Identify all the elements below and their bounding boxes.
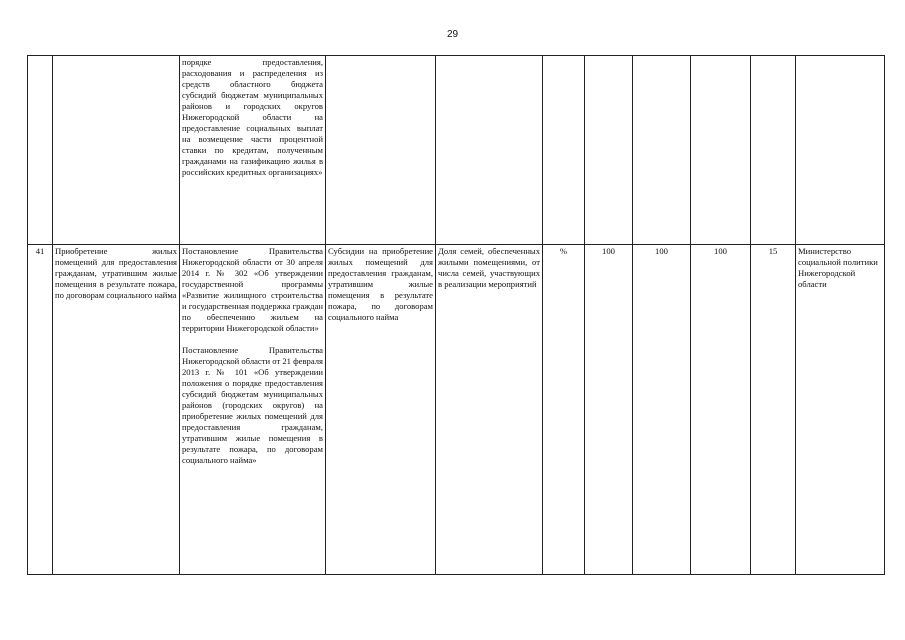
cell-executor	[796, 56, 885, 245]
row-number: 41	[28, 245, 53, 575]
measure-name: Приобретение жилых помещений для предоставления гражданам, утратившим жилые помещения в результате пожара, по договорам социального найма	[53, 245, 180, 575]
program-table	[27, 55, 885, 575]
cell-measure	[53, 56, 180, 245]
support-type: Субсидии на приобретение жилых помещений для предоставления гражданам, утратившим жилые помещения в результате пожара, по договорам социального найма	[326, 245, 436, 575]
indicator: Доля семей, обеспеченных жилыми помещениями, от числа семей, участвующих в реализации мероприятий	[436, 245, 543, 575]
value-1: 100	[585, 245, 633, 575]
table-row-41	[28, 245, 885, 575]
cell-value-1	[585, 56, 633, 245]
cell-support-type	[326, 56, 436, 245]
cell-unit	[543, 56, 585, 245]
cell-indicator	[436, 56, 543, 245]
page-number: 29	[446, 29, 459, 40]
document-text: порядке предоставления, расходования и распределения из средств областного бюджета субсидий бюджетам муниципальных районов и городских округов Нижегородской области на предоставление социальных выплат на возмещение части процентной ставки по кредитам, полученным гражданами на газификацию жилья в российских кредитных организациях»	[182, 57, 323, 177]
value-4: 15	[751, 245, 796, 575]
value-2: 100	[633, 245, 691, 575]
cell-value-3	[691, 56, 751, 245]
cell-document	[180, 56, 326, 245]
cell-number	[28, 56, 53, 245]
document-2: Постановление Правительства Нижегородской области от 21 февраля 2013 г. № 101 «Об утверждении положения о порядке предоставления субсидий бюджетам муниципальных районов (городских округов) на приобретение жилых помещений для предоставления гражданам, утратившим жилые помещения в результате пожара, по договорам социального найма»	[182, 345, 323, 465]
executor: Министерство социальной политики Нижегородской области	[796, 245, 885, 575]
cell-value-2	[633, 56, 691, 245]
value-3: 100	[691, 245, 751, 575]
cell-documents	[180, 245, 326, 575]
table-row-continuation	[28, 56, 885, 245]
document-1: Постановление Правительства Нижегородской области от 30 апреля 2014 г. № 302 «Об утверждении государственной программы «Развитие жилищного строительства и государственная поддержка граждан по обеспечению жильем на территории Нижегородской области»	[182, 246, 323, 333]
cell-value-4	[751, 56, 796, 245]
unit: %	[543, 245, 585, 575]
